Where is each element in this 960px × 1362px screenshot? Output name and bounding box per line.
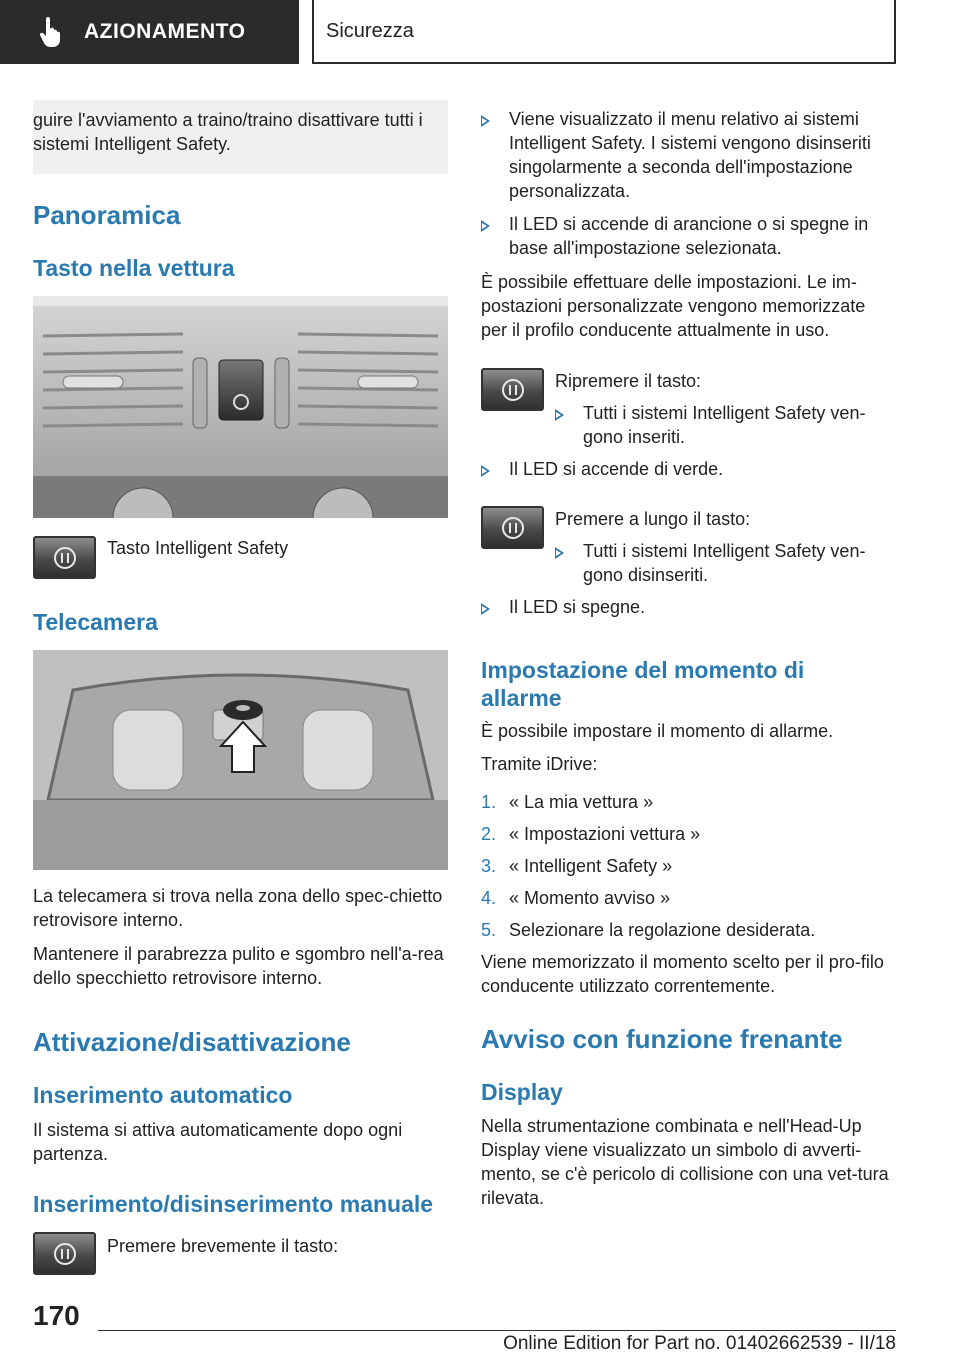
page-number: 170	[33, 1300, 80, 1331]
bullet-item: Tutti i sistemi Intelligent Safety ven-gono inseriti.	[555, 401, 896, 449]
memorizzato-paragraph: Viene memorizzato il momento scelto per il pro-filo conducente utilizzato correntemente.	[481, 952, 884, 996]
intelligent-safety-button-icon	[481, 506, 544, 549]
bullet-triangle-icon	[481, 465, 490, 477]
inserimento-automatico-paragraph: Il sistema si attiva automaticamente dopo ogni partenza.	[33, 1120, 403, 1164]
dashboard-illustration	[33, 296, 448, 518]
pointing-hand-icon	[38, 17, 64, 47]
step-item: 2. « Impostazioni vettura »	[481, 824, 701, 844]
chapter-tab	[312, 0, 896, 64]
bullet-item: Viene visualizzato il menu relativo ai sistemi Intelligent Safety. I sistemi vengono disinseriti singolarmente a seconda dell'impostazione personalizzata.	[481, 107, 896, 203]
heading-inserimento-automatico: Inserimento automatico	[33, 1082, 293, 1108]
heading-inserimento-manuale: Inserimento/disinserimento manuale	[33, 1191, 434, 1217]
premere-lungo-label: Premere a lungo il tasto:	[555, 509, 751, 529]
bullet-item: Il LED si accende di arancione o si spegne in base all'impostazione selezionata.	[481, 212, 896, 260]
bullet-triangle-icon	[481, 603, 490, 615]
heading-avviso-frenante: Avviso con funzione frenante	[481, 1024, 843, 1054]
intelligent-safety-button-icon	[481, 368, 544, 411]
intelligent-safety-button-icon	[33, 1232, 96, 1275]
heading-momento-allarme: Impostazione del momento di allarme	[481, 657, 805, 711]
windshield-illustration	[33, 650, 448, 870]
display-paragraph: Nella strumentazione combinata e nell'Head-Up Display viene visualizzato un simbolo di avverti-mento, se c'è pericolo di collisione con una vet-tura rilevata.	[481, 1116, 889, 1208]
tramite-idrive: Tramite iDrive:	[481, 754, 598, 774]
step-item: 4. « Momento avviso »	[481, 888, 671, 908]
dashboard-photo	[33, 296, 448, 518]
safety-symbol-icon	[500, 515, 526, 541]
bullet-item: Il LED si spegne.	[481, 595, 896, 619]
safety-symbol-icon	[52, 545, 78, 571]
bullet-triangle-icon	[481, 220, 490, 232]
heading-display: Display	[481, 1079, 563, 1105]
premere-brevemente: Premere brevemente il tasto:	[107, 1236, 339, 1256]
section-title: AZIONAMENTO	[84, 20, 246, 43]
step-item: 3. « Intelligent Safety »	[481, 856, 673, 876]
bullet-item: Tutti i sistemi Intelligent Safety ven-gono disinseriti.	[555, 539, 896, 587]
continued-note: guire l'avviamento a traino/traino disattivare tutti i sistemi Intelligent Safety.	[33, 110, 423, 154]
telecamera-paragraph-2: Mantenere il parabrezza pulito e sgombro nell'a-rea dello specchietto retrovisore interno.	[33, 944, 444, 988]
footer-divider	[98, 1330, 896, 1331]
step-item: 5. Selezionare la regolazione desiderata.	[481, 920, 816, 940]
heading-panoramica: Panoramica	[33, 200, 181, 230]
heading-attivazione: Attivazione/disattivazione	[33, 1027, 351, 1057]
bullet-item: Il LED si accende di verde.	[481, 457, 896, 481]
tasto-caption: Tasto Intelligent Safety	[107, 538, 289, 558]
safety-symbol-icon	[500, 377, 526, 403]
windshield-photo	[33, 650, 448, 870]
bullet-triangle-icon	[481, 115, 490, 127]
edition-note: Online Edition for Part no. 01402662539 - II/18	[503, 1333, 896, 1354]
chapter-title: Sicurezza	[326, 19, 414, 42]
section-tab	[0, 0, 299, 64]
momento-paragraph: È possibile impostare il momento di allarme.	[481, 721, 834, 741]
step-item: 1. « La mia vettura »	[481, 792, 654, 812]
heading-telecamera: Telecamera	[33, 609, 158, 635]
bullet-triangle-icon	[555, 409, 564, 421]
ripremere-label: Ripremere il tasto:	[555, 371, 702, 391]
telecamera-paragraph-1: La telecamera si trova nella zona dello spec-chietto retrovisore interno.	[33, 886, 443, 930]
continued-note-box	[33, 100, 448, 174]
heading-tasto: Tasto nella vettura	[33, 255, 235, 281]
impostazioni-paragraph: È possibile effettuare delle impostazioni. Le im-postazioni personalizzate vengono memorizzate per il profilo conducente attualmente in uso.	[481, 272, 866, 340]
safety-symbol-icon	[52, 1241, 78, 1267]
intelligent-safety-button-icon	[33, 536, 96, 579]
bullet-triangle-icon	[555, 547, 564, 559]
